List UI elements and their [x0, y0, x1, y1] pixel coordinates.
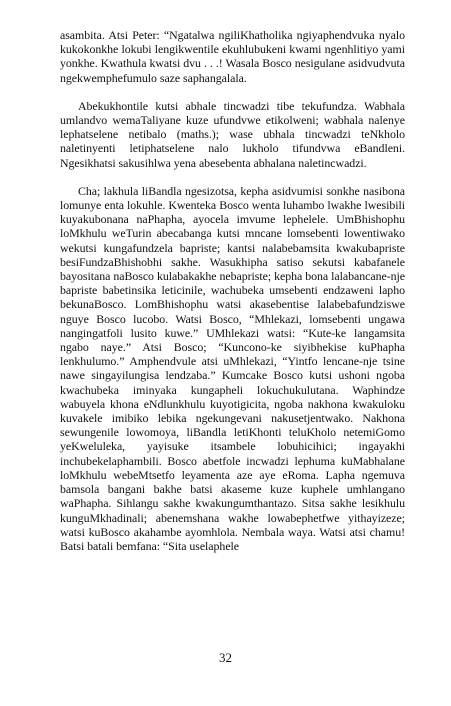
paragraph-1: asambita. Atsi Peter: “Ngatalwa ngiliKhatholika ngiyaphendvuka nyalo kukokonkhe lokubi lengikwentile ekuhlubukeni kwami ngenhlitiyo yami yonkhe. Kwathula kwatsi dvu . . .! Wasala Bosco nesigulane asidvudvuta ngekwemphefumulo saze saphangalala. [60, 28, 405, 85]
paragraph-3: Cha; lakhula liBandla ngesizotsa, kepha asidvumisi sonkhe nasibona lomunye enta lokuhle. Kwenteka Bosco wenta luhambo lwakhe lwesibili kuyakubonana naPhapha, ayocela imvume lephelele. UmBhishophu loMkhulu weTurin abecabanga kutsi mncane lomsebenti lowentiwako wekutsi kungafundzela bapriste; kantsi nalabebamsita kwakubapriste besiFundzaBhishobhi sakhe. Wasukhipha satiso sekutsi kabafanele bayositana naBosco kulabakakhe nebapriste; kepha bona lalabancane-nje bapriste babetinsika leticinile, wachubeka umsebenti endzaweni lapho bekunaBosco. LomBhishophu watsi akasebentise lalabebafundziswe nguye Bosco lucobo. Watsi Bosco, “Mhlekazi, lomsebenti ungawa nangingatfoli lusito kuwe.” UMhlekazi watsi: “Kute-ke langamsita ngabo naye.” Atsi Bosco; “Kuncono-ke siyibhekise kuPhapha lenkhulumo.” Amphendvule atsi uMhlekazi, “Yintfo lencane-nje tsine nawe singayilungisa lendzaba.” Kumcake Bosco kutsi ushoni ngoba kwachubeka iminyaka kungapheli lokuchukulutana. Waphindze wabuyela khona eNdlunkhulu kuyotigicita, ngoba nakhona kwakuloku kuvakele imibiko lebika ngekungevani nakusetjentwako. Nakhona sewungenile lowomoya, liBandla letiKhonti teluKholo netemiGomo yeKweluleka, yayisuke itsambele lobuhicihici; ingayakhi inchubekelaphambili. Bosco abetfole incwadzi lephuma kuMabhalane loMkhulu webeMtsetfo leyamenta aze aye eRoma. Lapha ngemuva bamsola bangani bakhe batsi akaseme kuze kuphele umhlangano waPhapha. Sihlangu sakhe kwakungumthantazo. Sitsa sakhe lesikhulu kunguMkhadinali; abenemshana wakhe lowabephetfwe yithayizeze; watsi kuBosco akahambe ayomhlola. Nembala waya. Watsi atsi chamu! Batsi batali bemfana: “Sita uselaphele [60, 183, 405, 553]
page-number: 32 [219, 650, 232, 665]
body-text [60, 28, 405, 567]
paragraph-2: Abekukhontile kutsi abhale tincwadzi tibe tekufundza. Wabhala umlandvo wemaTaliyane kuze ufundvwe etikolweni; wabhala nalenye lephatselene netibalo (maths.); wase ubhala tincwadzi teNkholo naletinyenti letiphatselene nalo lukholo tifundvwa eBandleni. Ngesikhatsi sakusihlwa yena abesebenta abhalana naletincwadzi. [60, 98, 405, 170]
